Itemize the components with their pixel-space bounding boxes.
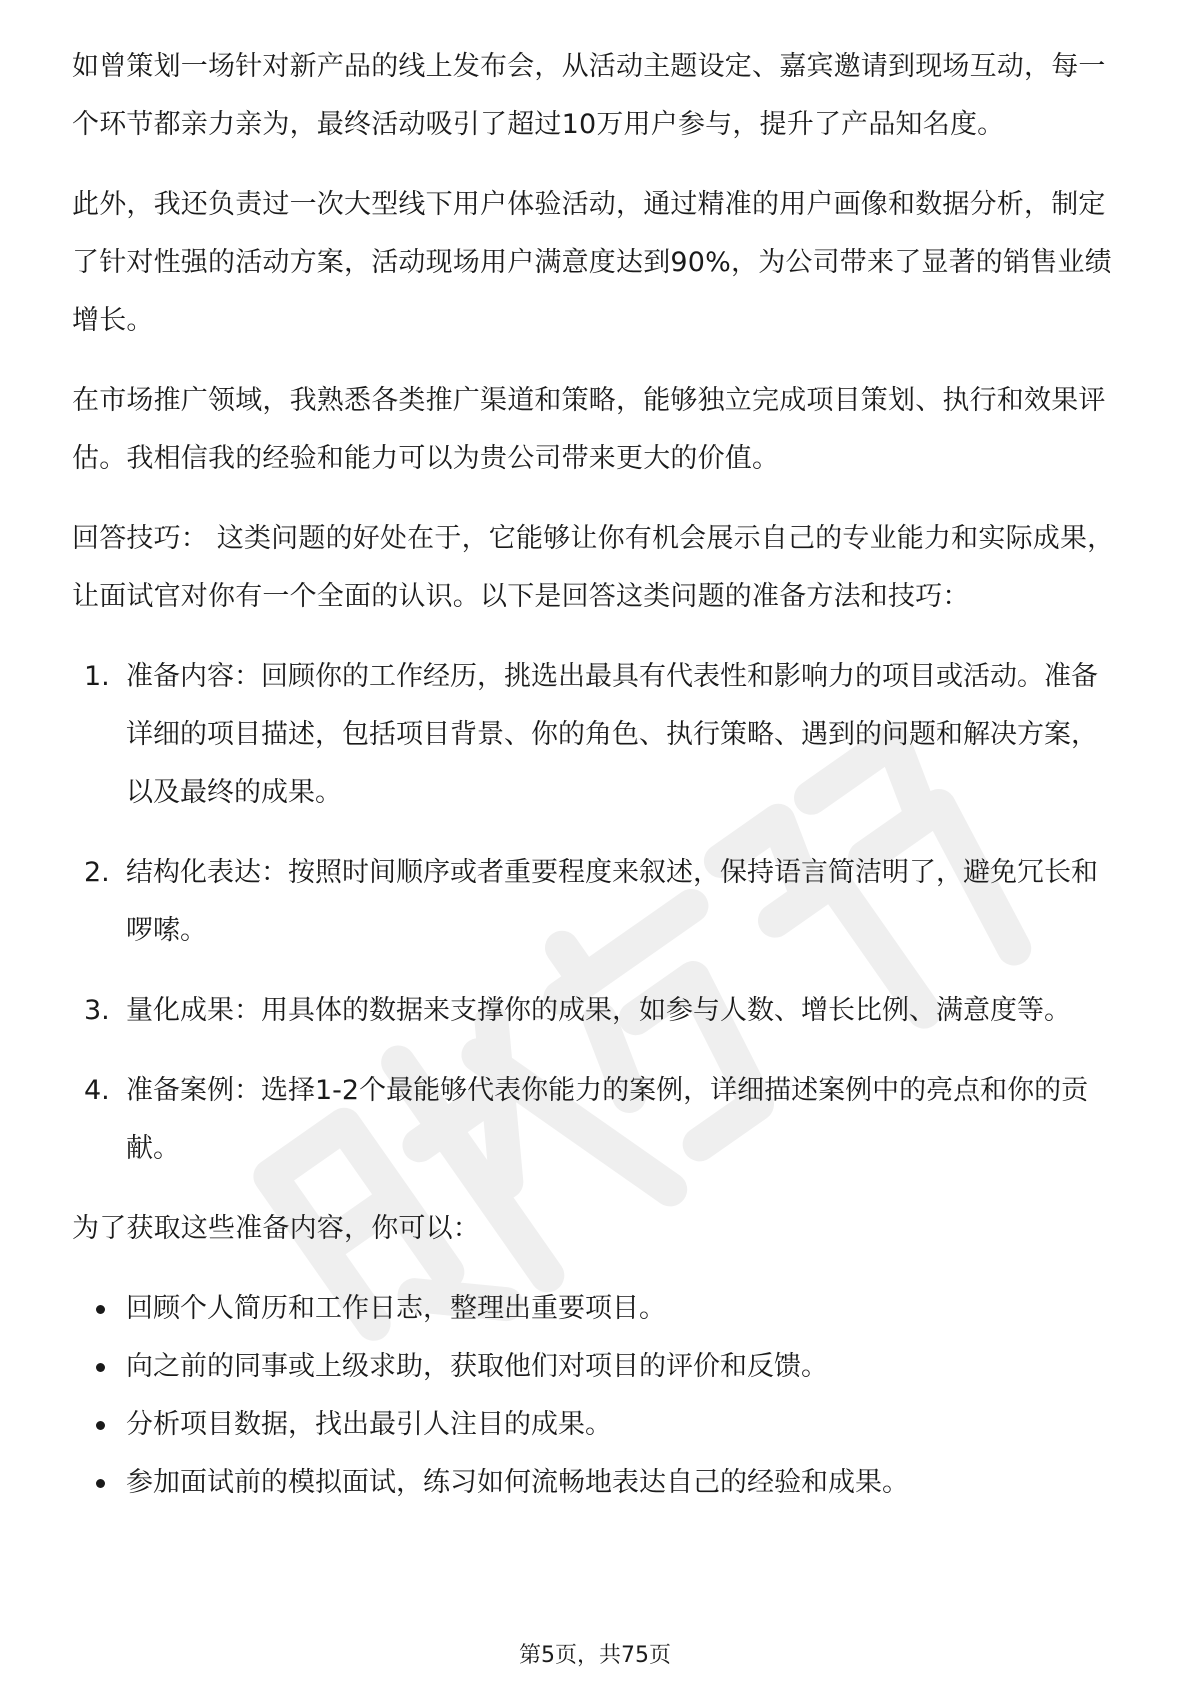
bullet-item bbox=[72, 1396, 1122, 1454]
list-item-text: 准备案例：选择1-2个最能够代表你能力的案例，详细描述案例中的亮点和你的贡献。 bbox=[126, 1075, 1089, 1164]
main-content bbox=[72, 38, 1122, 1512]
bullet-text: 参加面试前的模拟面试，练习如何流畅地表达自己的经验和成果。 bbox=[126, 1467, 909, 1498]
paragraph-prep-intro: 为了获取这些准备内容，你可以： bbox=[72, 1213, 480, 1244]
list-item-number: 3. bbox=[84, 995, 110, 1026]
paragraph-online-launch: 如曾策划一场针对新产品的线上发布会，从活动主题设定、嘉宾邀请到现场互动，每一个环节都亲力亲为，最终活动吸引了超过10万用户参与，提升了产品知名度。 bbox=[72, 51, 1106, 140]
bullet-item bbox=[72, 1454, 1122, 1512]
list-item-text: 准备内容：回顾你的工作经历，挑选出最具有代表性和影响力的项目或活动。准备详细的项目描述，包括项目背景、你的角色、执行策略、遇到的问题和解决方案，以及最终的成果。 bbox=[126, 661, 1098, 808]
paragraph-offline-event: 此外，我还负责过一次大型线下用户体验活动，通过精准的用户画像和数据分析，制定了针对性强的活动方案，活动现场用户满意度达到90%，为公司带来了显著的销售业绩增长。 bbox=[72, 189, 1112, 336]
bullet-item bbox=[72, 1338, 1122, 1396]
list-item-text: 量化成果：用具体的数据来支撑你的成果，如参与人数、增长比例、满意度等。 bbox=[126, 995, 1071, 1026]
bullet-text: 回顾个人简历和工作日志，整理出重要项目。 bbox=[126, 1293, 666, 1324]
list-item-number: 4. bbox=[84, 1075, 110, 1106]
paragraph-marketing-skills: 在市场推广领域，我熟悉各类推广渠道和策略，能够独立完成项目策划、执行和效果评估。我相信我的经验和能力可以为贵公司带来更大的价值。 bbox=[72, 385, 1106, 474]
list-item-text: 结构化表达：按照时间顺序或者重要程度来叙述，保持语言简洁明了，避免冗长和啰嗦。 bbox=[126, 857, 1098, 946]
bullet-dot-icon bbox=[96, 1363, 105, 1372]
bullet-item bbox=[72, 1280, 1122, 1338]
list-item bbox=[72, 1062, 1122, 1178]
bullet-dot-icon bbox=[96, 1421, 105, 1430]
list-item-number: 1. bbox=[84, 661, 110, 692]
bullet-text: 分析项目数据，找出最引人注目的成果。 bbox=[126, 1409, 612, 1440]
tips-numbered-list bbox=[72, 648, 1122, 1178]
list-item bbox=[72, 982, 1122, 1040]
paragraph-answer-tips: 回答技巧： 这类问题的好处在于，它能够让你有机会展示自己的专业能力和实际成果，让面试官对你有一个全面的认识。以下是回答这类问题的准备方法和技巧： bbox=[72, 523, 1115, 612]
bullet-dot-icon bbox=[96, 1479, 105, 1488]
prep-bullet-list bbox=[72, 1280, 1122, 1512]
list-item bbox=[72, 648, 1122, 822]
list-item bbox=[72, 844, 1122, 960]
bullet-dot-icon bbox=[96, 1305, 105, 1314]
page-footer: 第5页，共75页 bbox=[519, 1643, 671, 1668]
bullet-text: 向之前的同事或上级求助，获取他们对项目的评价和反馈。 bbox=[126, 1351, 828, 1382]
list-item-number: 2. bbox=[84, 857, 110, 888]
